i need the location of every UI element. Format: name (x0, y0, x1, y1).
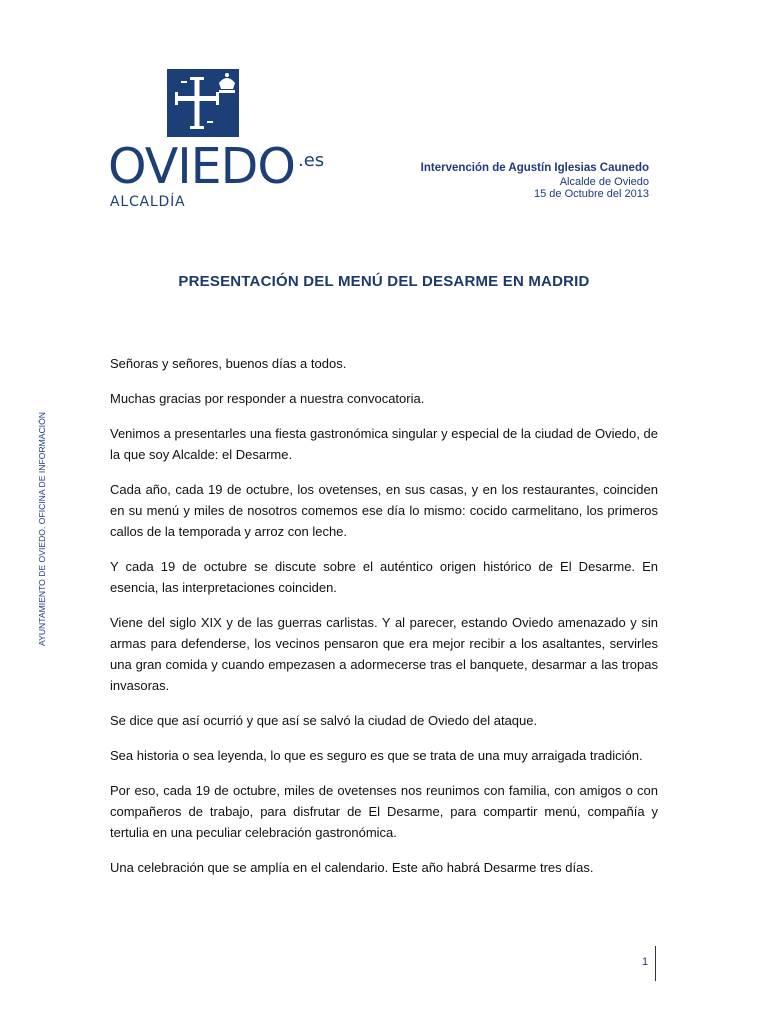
document-title: PRESENTACIÓN DEL MENÚ DEL DESARME EN MADRID (178, 273, 590, 290)
speech-header (319, 160, 649, 200)
paragraph: Por eso, cada 19 de octubre, miles de ovetenses nos reunimos con familia, con amigos o con compañeros de trabajo, para disfrutar de El Desarme, para compartir menú, compañía y tertulia en una peculiar celebración gastronómica. (110, 783, 658, 840)
logo-wordmark: OVIEDO (108, 138, 295, 195)
paragraph: Sea historia o sea leyenda, lo que es seguro es que se trata de una muy arraigada tradición. (110, 748, 643, 763)
speaker-role: Alcalde de Oviedo (559, 176, 649, 188)
document-body (110, 353, 658, 892)
paragraph: Se dice que así ocurrió y que así se salvó la ciudad de Oviedo del ataque. (110, 713, 538, 728)
page-number-divider (655, 946, 656, 981)
side-office-note: AYUNTAMIENTO DE OVIEDO. OFICINA DE INFORMACIÓN (37, 412, 47, 646)
speech-date: 15 de Octubre del 2013 (534, 188, 649, 200)
paragraph: Viene del siglo XIX y de las guerras carlistas. Y al parecer, estando Oviedo amenazado y sin armas para defenderse, los vecinos pensaron que era mejor recibir a los asaltantes, servirles una gran comida y cuando empezasen a adormecerse tras el banquete, desarmar a las tropas invasoras. (110, 615, 658, 693)
logo-domain-suffix: .es (298, 150, 325, 171)
paragraph: Señoras y señores, buenos días a todos. (110, 356, 347, 371)
paragraph: Cada año, cada 19 de octubre, los ovetenses, en sus casas, y en los restaurantes, coinciden en su menú y miles de nosotros comemos ese día lo mismo: cocido carmelitano, los primeros callos de la temporada y arroz con leche. (110, 482, 658, 539)
asturias-cross-emblem-icon (167, 69, 239, 137)
paragraph: Y cada 19 de octubre se discute sobre el auténtico origen histórico de El Desarme. En esencia, las interpretaciones coinciden. (110, 559, 658, 595)
speech-title: Intervención de Agustín Iglesias Caunedo (420, 162, 649, 174)
paragraph: Una celebración que se amplía en el calendario. Este año habrá Desarme tres días. (110, 860, 594, 875)
page-number: 1 (642, 956, 649, 968)
logo-subtitle: ALCALDÍA (110, 194, 186, 210)
paragraph: Venimos a presentarles una fiesta gastronómica singular y especial de la ciudad de Oviedo, de la que soy Alcalde: el Desarme. (110, 426, 658, 462)
paragraph: Muchas gracias por responder a nuestra convocatoria. (110, 391, 425, 406)
